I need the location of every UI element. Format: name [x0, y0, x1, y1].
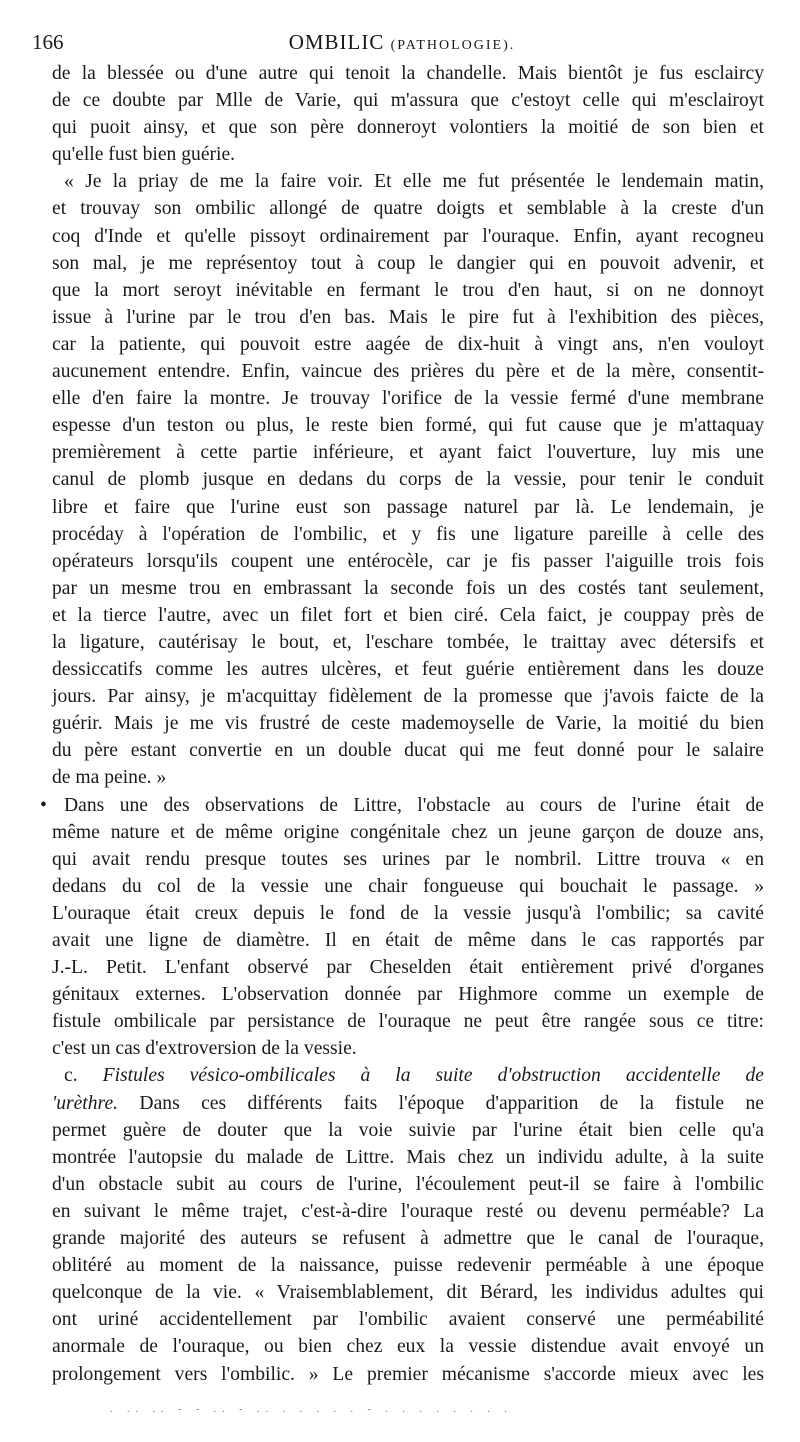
text-line: de ma peine. » [52, 767, 167, 789]
text-line: d'un obstacle subit au cours de l'urine, l'écoulement peut-il se faire à l'ombilic [52, 1173, 764, 1195]
text-line: ont uriné accidentellement par l'ombilic avaient conservé une perméabilité [52, 1309, 764, 1331]
text-line: qu'elle fust bien guérie. [52, 144, 236, 166]
text-line-content: Dans une des observations de Littre, l'obstacle au cours de l'urine était de [64, 794, 764, 816]
section-c-prefix: c. [64, 1065, 103, 1087]
bullet-mark: • [40, 794, 47, 816]
text-line: issue à l'urine par le trou d'en bas. Mais le pire fut à l'exhibition des pièces, [52, 306, 764, 328]
text-line: par un mesme trou en embrassant la seconde fois un des costés tant seulement, [52, 577, 764, 599]
text-line: jours. Par ainsy, je m'acquittay fidèlement de la promesse que j'avois faicte de la [52, 686, 764, 708]
text-line: L'ouraque était creux depuis le fond de la vessie jusqu'à l'ombilic; sa cavité [52, 902, 764, 924]
running-header [32, 30, 772, 54]
text-line [40, 792, 764, 819]
text-line: du père estant convertie en un double ducat qui me feut donné pour le salaire [52, 740, 764, 762]
text-line: la ligature, cautérisay le bout, et, l'eschare tombée, le traittay avec détersifs et [52, 631, 764, 653]
text-line: montrée l'autopsie du malade de Littre. Mais chez un individu adulte, à la suite [52, 1146, 764, 1168]
text-line: avait une ligne de diamètre. Il en était de même dans le cas rapportés par [52, 930, 764, 951]
text-line: et trouvay son ombilic allongé de quatre doigts et semblable à la creste d'un [52, 198, 764, 220]
text-line: espesse d'un teston ou plus, le reste bien formé, qui fut cause que je m'attaquay [52, 415, 764, 437]
title-main: OMBILIC [288, 30, 385, 54]
text-line: « Je la priay de me la faire voir. Et elle me fut présentée le lendemain matin, [64, 171, 764, 193]
text-line: dessiccatifs comme les autres ulcères, et feut guérie entièrement dans les douze [52, 659, 764, 681]
text-line: en suivant le même trajet, c'est-à-dire l'ouraque resté ou devenu perméable? La [52, 1200, 764, 1222]
text-line: fistule ombilicale par persistance de l'ouraque ne peut être rangée sous ce titre: [52, 1011, 764, 1033]
text-line: quelconque de la vie. « Vraisemblablement, dit Bérard, les individus adultes qui [52, 1282, 764, 1304]
text-line: car la patiente, qui pouvoit estre aagée de dix-huit à vingt ans, n'en vouloyt [52, 333, 764, 355]
text-line: oblitéré au moment de la naissance, puisse redevenir perméable à une époque [52, 1255, 764, 1277]
text-line: J.-L. Petit. L'enfant observé par Cheselden était entièrement privé d'organes [52, 957, 764, 979]
text-line: même nature et de même origine congénitale chez un jeune garçon de douze ans, [52, 821, 764, 843]
text-line: opérateurs lorsqu'ils coupent une entérocèle, car je fis passer l'aiguille trois fois [52, 550, 764, 572]
text-line: libre et faire que l'urine eust son passage naturel par là. Le lendemain, je [52, 496, 764, 518]
text-line: grande majorité des auteurs se refusent à admettre que le canal de l'ouraque, [52, 1228, 764, 1250]
title-sub: (PATHOLOGIE). [390, 38, 516, 53]
section-c-title: Fistules vésico-ombilicales à la suite d'obstruction accidentelle de [102, 1065, 764, 1087]
text-line: permet guère de douter que la voie suivie par l'urine était bien celle qu'a [52, 1119, 764, 1141]
text-line: c'est un cas d'extroversion de la vessie. [52, 1038, 357, 1060]
text-line: génitaux externes. L'observation donnée par Highmore comme un exemple de [52, 984, 764, 1006]
text-line: qui puoit ainsy, et que son père donneroyt volontiers la moitié de son bien et [52, 117, 764, 139]
text-line: elle d'en faire la montre. Je trouvay l'orifice de la vessie fermé d'une membrane [52, 388, 764, 410]
text-line: anormale de l'ouraque, ou bien chez eux la vessie distendue avait envoyé un [52, 1336, 764, 1358]
text-line: et la tierce l'autre, avec un filet fort et bien ciré. Cela faict, je couppay près de [52, 604, 764, 626]
text-line: de ce doubte par Mlle de Varie, qui m'assura que c'estoyt celle qui m'esclairoyt [52, 90, 764, 112]
text-line: son mal, je me représentoy tout à coup le dangier qui en pouvoit advenir, et [52, 252, 764, 274]
text-line: dedans du col de la vessie une chair fongueuse qui bouchait le passage. » [52, 875, 764, 897]
body-text [40, 60, 764, 1388]
text-line: qui avait rendu presque toutes ses urines par le nombril. Littre trouva « en [52, 848, 764, 870]
text-line: procéday à l'opération de l'ombilic, et y fis une ligature pareille à celle des [52, 523, 764, 545]
text-line: premièrement à cette partie inférieure, et ayant faict l'ouverture, luy mis une [52, 442, 764, 464]
running-title [32, 30, 772, 55]
text-line: prolongement vers l'ombilic. » Le premier mécanisme s'accorde mieux avec les [52, 1363, 764, 1385]
text-line: 'urèthre. Dans ces différents faits l'époque d'apparition de la fistule ne [52, 1092, 764, 1114]
page-number: 166 [32, 30, 64, 54]
text-line: coq d'Inde et qu'elle pissoyt ordinairement par l'ouraque. Enfin, ayant recogneu [52, 225, 764, 247]
section-c-title-end: 'urèthre. [52, 1092, 119, 1114]
text-line: canul de plomb jusque en dedans du corps de la vessie, pour tenir le conduit [52, 469, 764, 491]
text-line: aucunement entendre. Enfin, vaincue des prières du père et de la mère, consentit- [52, 361, 764, 383]
section-c-heading [52, 1062, 764, 1089]
text-line: de la blessée ou d'une autre qui tenoit la chandelle. Mais bientôt je fus esclaircy [52, 63, 764, 84]
footer-marks: . .. .. - - .. - .. . . . . . - . . . . . . . . [110, 1404, 513, 1414]
text-line: guérir. Mais je me vis frustré de ceste mademoyselle de Varie, la moitié du bien [52, 713, 764, 735]
text-line: que la mort seroyt inévitable en fermant le trou d'en haut, si on ne donnoyt [52, 279, 764, 301]
